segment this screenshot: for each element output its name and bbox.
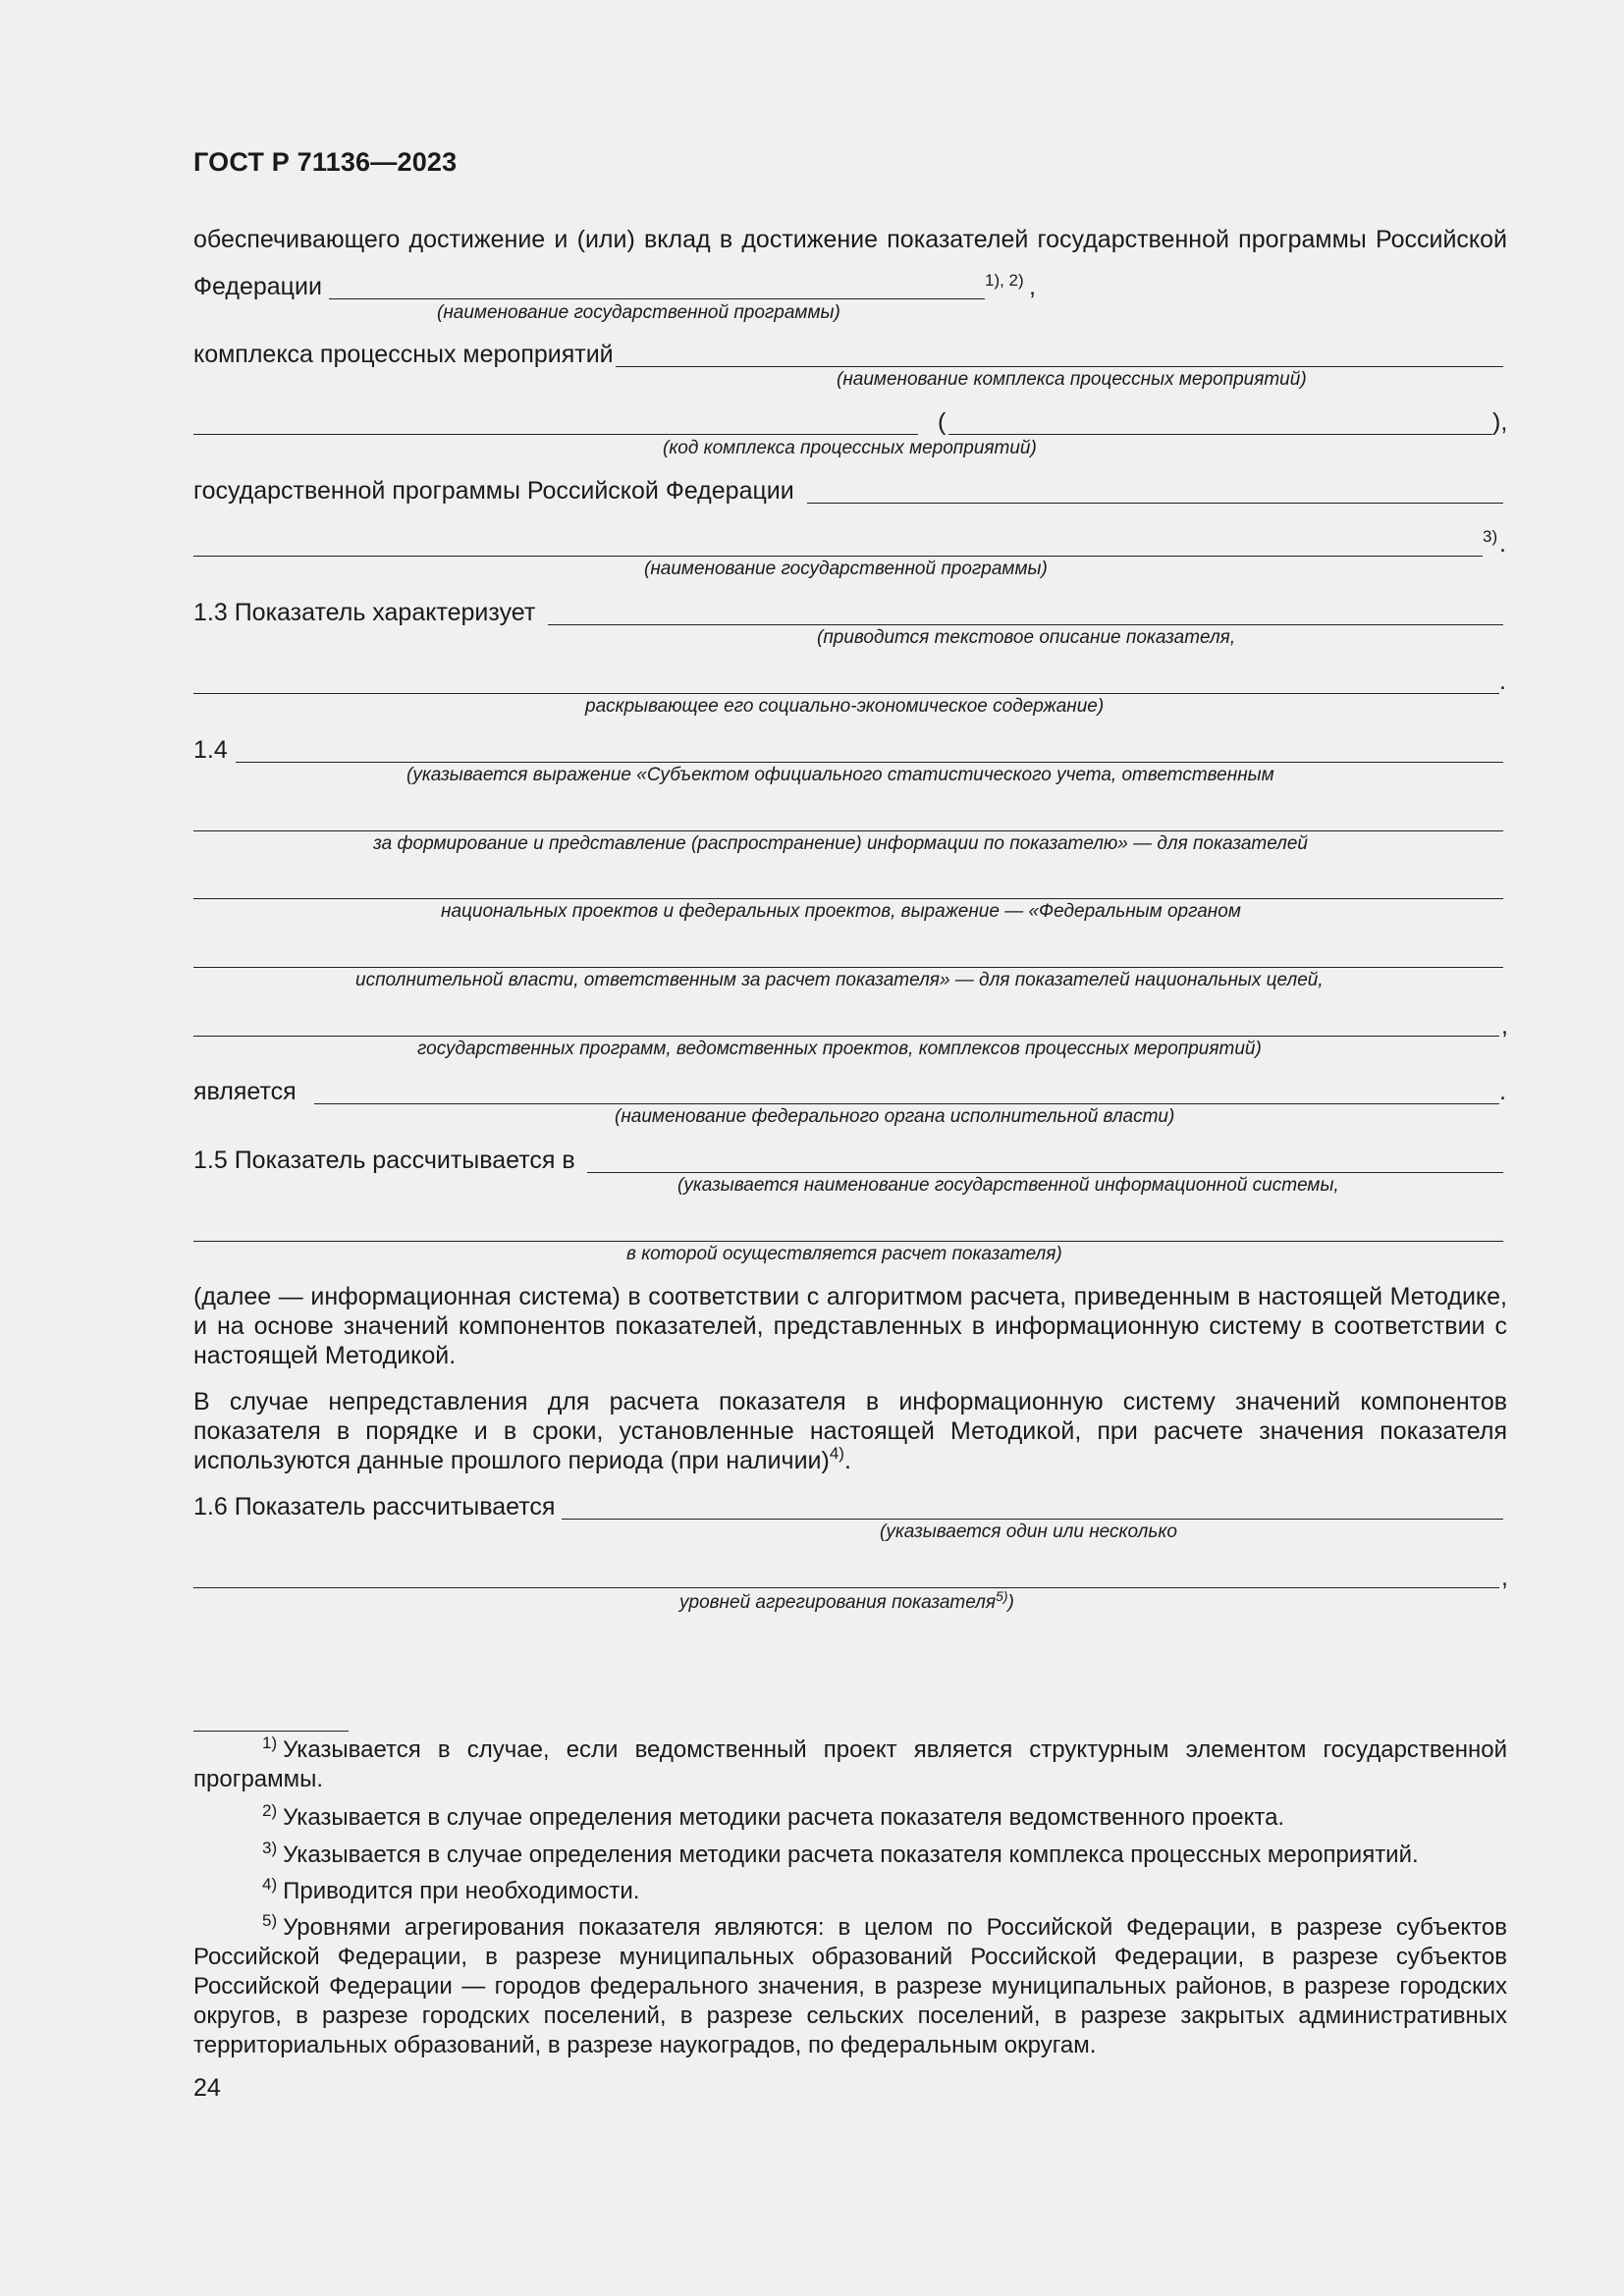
text-is: является <box>193 1078 297 1105</box>
caption-1-5-b: в которой осуществляется расчет показателя) <box>626 1244 1062 1264</box>
text-line-2: Федерации <box>193 273 322 300</box>
text-comma-2: , <box>1501 1012 1508 1040</box>
caption-complex-code: (код комплекса процессных мероприятий) <box>663 438 1037 458</box>
caption-1-5-a: (указывается наименование государственной информационной системы, <box>677 1175 1339 1196</box>
text-comma-3: , <box>1501 1564 1508 1591</box>
text-line-1: обеспечивающего достижение и (или) вклад в достижение показателей государственной программы Российской <box>193 226 1507 253</box>
caption-1-4-d: исполнительной власти, ответственным за расчет показателя» — для показателей национальных целей, <box>355 970 1324 990</box>
caption-1-4-a: (указывается выражение «Субъектом официального статистического учета, ответственным <box>406 765 1274 785</box>
caption-program-name: (наименование государственной программы) <box>437 302 840 323</box>
text-line-5: государственной программы Российской Федерации <box>193 477 794 505</box>
fill-line-authority <box>314 1103 1499 1104</box>
caption-authority: (наименование федерального органа исполнительной власти) <box>615 1106 1175 1127</box>
fill-line-1-3-a <box>548 624 1503 625</box>
fill-line-1-4-c <box>193 898 1503 899</box>
footnote-separator <box>193 1731 349 1732</box>
text-period: . <box>1499 530 1506 558</box>
fill-line-1-4-d <box>193 967 1503 968</box>
footnote-1: $^{1)}$ Указывается в случае, если ведомственный проект является структурным элементом государственной программы. <box>193 1734 1507 1792</box>
section-1-5-text: 1.5 Показатель рассчитывается в <box>193 1147 575 1174</box>
fill-line-1-3-b <box>193 693 1499 694</box>
fill-line-1-5-b <box>193 1241 1503 1242</box>
text-period-2: . <box>1499 667 1506 695</box>
page-number: 24 <box>193 2074 221 2102</box>
caption-1-3-b: раскрывающее его социально-экономическое содержание) <box>585 696 1105 717</box>
footnote-4: $^{4)}$ Приводится при необходимости. <box>262 1875 640 1904</box>
footnote-ref-1-2: 1), 2) <box>985 271 1024 290</box>
caption-1-6-b: уровней агрегирования показателя$^{5)}$) <box>679 1588 1014 1613</box>
caption-1-4-b: за формирование и представление (распространение) информации по показателю» — для показателей <box>373 833 1308 854</box>
caption-complex-name: (наименование комплекса процессных мероприятий) <box>837 369 1307 390</box>
paragraph-missing-data: В случае непредставления для расчета показателя в информационную систему значений компонентов показателя в порядке и в сроки, установленные настоящей Методикой, при расчете значения показателя используются данные прошлого периода (при наличии)$^{4)}$. <box>193 1388 1507 1474</box>
footnote-ref-3: 3) <box>1483 527 1498 546</box>
caption-1-3-a: (приводится текстовое описание показателя, <box>817 627 1236 648</box>
fill-line-complex-code <box>948 434 1492 435</box>
fill-line-1-4-b <box>193 830 1503 831</box>
fill-line-program-b <box>193 556 1483 557</box>
fill-line-complex-left <box>193 434 918 435</box>
footnote-ref-4: 4) <box>829 1444 844 1463</box>
caption-program-name-2: (наименование государственной программы) <box>644 559 1048 579</box>
fill-line-complex-name <box>616 366 1503 367</box>
text-period-3: . <box>1499 1078 1506 1105</box>
text-line-3: комплекса процессных мероприятий <box>193 341 614 368</box>
fill-line-1-6-b <box>193 1587 1499 1588</box>
page-header-title: ГОСТ Р 71136—2023 <box>193 147 458 177</box>
section-1-3-text: 1.3 Показатель характеризует <box>193 599 536 626</box>
fill-line-1-4-a <box>236 762 1503 763</box>
text-comma: , <box>1029 273 1036 300</box>
fill-line-program-name <box>329 298 985 299</box>
footnote-2: $^{2)}$ Указывается в случае определения методики расчета показателя ведомственного проекта. <box>262 1801 1285 1831</box>
section-1-6-text: 1.6 Показатель рассчитывается <box>193 1493 556 1521</box>
fill-line-program-a <box>807 503 1503 504</box>
text-close-paren: ), <box>1492 408 1508 436</box>
fill-line-1-4-e <box>193 1036 1499 1037</box>
paragraph-information-system: (далее — информационная система) в соответствии с алгоритмом расчета, приведенным в настоящей Методике, и на основе значений компонентов показателей, представленных в информационную систему в соответствии с настоящей Методикой. <box>193 1283 1507 1369</box>
text-open-paren: ( <box>938 408 947 436</box>
caption-1-4-e: государственных программ, ведомственных проектов, комплексов процессных мероприятий) <box>417 1039 1262 1059</box>
footnote-3: $^{3)}$ Указывается в случае определения методики расчета показателя комплекса процессных мероприятий. <box>262 1839 1419 1868</box>
fill-line-1-5-a <box>587 1172 1503 1173</box>
fill-line-1-6-a <box>562 1519 1503 1520</box>
caption-1-6-a: (указывается один или несколько <box>880 1522 1177 1542</box>
section-1-4-text: 1.4 <box>193 736 228 764</box>
caption-1-4-c: национальных проектов и федеральных проектов, выражение — «Федеральным органом <box>441 901 1241 922</box>
footnote-5: $^{5)}$ Уровнями агрегирования показателя являются: в целом по Российской Федерации, в разрезе субъектов Российской Федерации, в разрезе муниципальных образований Российской Федерации, в разрезе субъектов Российской Федерации — городов федерального значения, в разрезе муниципальных районов, в разрезе городских округов, в разрезе городских поселений, в разрезе сельских поселений, в разрезе закрытых административных территориальных образований, в разрезе наукоградов, по федеральным округам. <box>193 1911 1507 2058</box>
